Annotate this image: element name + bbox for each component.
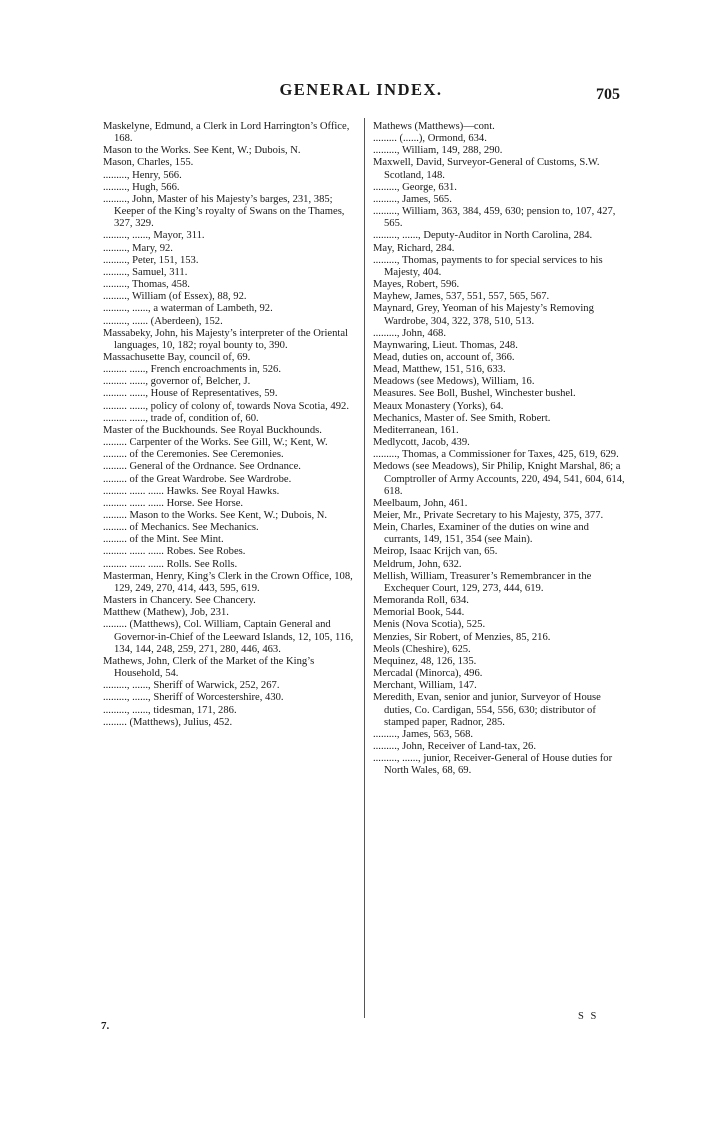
column-divider [364,118,365,1018]
index-entry: Masters in Chancery. See Chancery. [103,595,256,607]
index-entry: ......... ...... ...... Horse. See Horse. [103,497,244,509]
index-entry: ......... ...... ...... Robes. See Robes. [103,546,246,558]
index-entry: Masterman, Henry, King’s Clerk in the Crown Office, 108, 129, 249, 270, 414, 443, 595, 619. [103,570,353,594]
index-entry: Menzies, Sir Robert, of Menzies, 85, 216. [373,631,551,643]
index-entry: ........., Samuel, 311. [103,266,188,278]
index-entry: ........., ......, tidesman, 171, 286. [103,704,237,716]
index-entry: ........., William (of Essex), 88, 92. [103,291,247,303]
index-entry: Memorial Book, 544. [373,607,465,619]
index-entry: Medlycott, Jacob, 439. [373,437,470,449]
index-entry: ......... ......, governor of, Belcher, J. [103,376,251,388]
index-entry: Mayes, Robert, 596. [373,279,460,291]
index-entry: Mediterranean, 161. [373,424,459,436]
index-entry: Mead, duties on, account of, 366. [373,351,515,363]
index-entry: Meirop, Isaac Krijch van, 65. [373,546,498,558]
index-entry: Mason to the Works. See Kent, W.; Dubois, N. [103,145,301,157]
index-entry: Mead, Matthew, 151, 516, 633. [373,364,506,376]
index-entry: Mechanics, Master of. See Smith, Robert. [373,412,551,424]
index-entry: Memoranda Roll, 634. [373,595,469,607]
index-entry: ......... of the Ceremonies. See Ceremonies. [103,449,284,461]
index-entry: ......... ...... ...... Rolls. See Rolls. [103,558,238,570]
index-entry: Massabeky, John, his Majesty’s interpreter of the Oriental languages, 10, 182; royal bounty to, 390. [103,327,348,351]
index-entry: Matthew (Mathew), Job, 231. [103,607,229,619]
index-entry: ......... ......, trade of, condition of, 60. [103,412,259,424]
index-entry: Meldrum, John, 632. [373,558,462,570]
index-entry: Measures. See Boll, Bushel, Winchester bushel. [373,388,576,400]
index-entry: ......... ......, House of Representatives, 59. [103,388,278,400]
index-entry: Maxwell, David, Surveyor-General of Customs, S.W. Scotland, 148. [373,157,600,181]
index-entry: Menis (Nova Scotia), 525. [373,619,486,631]
index-entry: ......... (......), Ormond, 634. [373,133,487,145]
index-entry: ........., ...... (Aberdeen), 152. [103,315,223,327]
index-entry: May, Richard, 284. [373,242,455,254]
index-entry: ........., John, 468. [373,327,446,339]
index-entry: ........., Henry, 566. [103,169,182,181]
index-entry: Massachusette Bay, council of, 69. [103,351,251,363]
index-entry: ........., ......, junior, Receiver-General of House duties for North Wales, 68, 69. [373,753,613,777]
index-entry: Mathews, John, Clerk of the Market of the King’s Household, 54. [103,655,315,680]
index-entry: ........., Peter, 151, 153. [103,254,199,266]
index-entry: Maskelyne, Edmund, a Clerk in Lord Harrington’s Office, 168. [103,121,350,145]
index-entry: ........., ......, a waterman of Lambeth, 92. [103,303,273,315]
index-entry: Maynard, Grey, Yeoman of his Majesty’s Removing Wardrobe, 304, 322, 378, 510, 513. [373,303,594,327]
index-entry: ........., ......, Sheriff of Worcestershire, 430. [103,692,284,704]
index-entry: Mequinez, 48, 126, 135. [373,655,477,667]
index-entry: ........., James, 563, 568. [373,728,474,740]
index-entry: ......... Carpenter of the Works. See Gill, W.; Kent, W. [103,437,328,449]
index-entry: ........., William, 149, 288, 290. [373,145,503,157]
index-entry: Mellish, William, Treasurer’s Remembrancer in the Exchequer Court, 129, 273, 444, 619. [373,570,592,594]
index-entry: ........., ......, Mayor, 311. [103,230,205,242]
index-entry: ........., James, 565. [373,193,452,205]
index-entry: Meelbaum, John, 461. [373,497,468,509]
index-entry: ......... General of the Ordnance. See Ordnance. [103,461,301,473]
index-entry: ........., John, Master of his Majesty’s barges, 231, 385; Keeper of the King’s royalty of Swans on the Thames, 327, 329. [103,193,345,230]
signature-mark-left: 7. [101,1020,110,1032]
index-entry: Mercadal (Minorca), 496. [373,668,483,680]
index-entry: ......... ...... ...... Hawks. See Royal Hawks. [103,485,280,497]
index-entry: Meadows (see Medows), William, 16. [373,376,535,388]
page-number: 705 [596,86,620,103]
index-entry: Meier, Mr., Private Secretary to his Majesty, 375, 377. [373,510,604,521]
index-entry: ........., ......, Deputy-Auditor in North Carolina, 284. [373,230,593,242]
index-entry: Master of the Buckhounds. See Royal Buckhounds. [103,424,322,436]
index-entry: ........., George, 631. [373,181,457,193]
index-entry: Mason, Charles, 155. [103,157,194,169]
index-entry: ........., Mary, 92. [103,242,173,254]
index-entry: Maynwaring, Lieut. Thomas, 248. [373,339,518,351]
index-entry: ........., Thomas, 458. [103,279,190,291]
index-entry: ......... ......, French encroachments in, 526. [103,364,281,376]
signature-mark-right: S S [578,1011,599,1022]
index-entry: ........., ......, Sheriff of Warwick, 252, 267. [103,680,280,692]
index-entry: ........., Thomas, a Commissioner for Taxes, 425, 619, 629. [373,449,619,461]
index-column-right [373,121,626,777]
index-entry: Merchant, William, 147. [373,680,477,692]
index-entry: Meols (Cheshire), 625. [373,643,471,655]
index-entry: Mathews (Matthews)—cont. [373,121,495,132]
index-entry: ......... of Mechanics. See Mechanics. [103,522,259,534]
index-entry: ........., John, Receiver of Land-tax, 26. [373,740,536,752]
index-entry: ........., Thomas, payments to for special services to his Majesty, 404. [373,254,603,278]
index-column-left [103,121,356,729]
index-entry: ......... (Matthews), Col. William, Captain General and Governor-in-Chief of the Leeward Islands, 12, 105, 116, 134, 144, 248, 259, 271, 280, 446, 463. [103,619,354,655]
index-entry: ......... of the Mint. See Mint. [103,534,224,546]
index-entry: Mein, Charles, Examiner of the duties on wine and currants, 149, 151, 354 (see Main). [373,522,589,546]
index-entry: Medows (see Meadows), Sir Philip, Knight Marshal, 86; a Comptroller of Army Accounts, 220, 494, 541, 604, 614, 618. [373,461,625,497]
index-entry: Meaux Monastery (Yorks), 64. [373,400,504,412]
page-title: GENERAL INDEX. [279,80,443,99]
index-entry: ......... (Matthews), Julius, 452. [103,716,233,728]
index-entry: ......... of the Great Wardrobe. See Wardrobe. [103,473,292,485]
index-entry: ........., Hugh, 566. [103,181,180,193]
index-entry: Mayhew, James, 537, 551, 557, 565, 567. [373,291,550,303]
index-entry: ........., William, 363, 384, 459, 630; pension to, 107, 427, 565. [373,206,616,230]
index-entry: ......... ......, policy of colony of, towards Nova Scotia, 492. [103,400,349,412]
index-entry: ......... Mason to the Works. See Kent, W.; Dubois, N. [103,510,328,521]
index-entry: Meredith, Evan, senior and junior, Surveyor of House duties, Co. Cardigan, 554, 556, 630; distributor of stamped paper, Radnor, 285. [373,692,601,728]
